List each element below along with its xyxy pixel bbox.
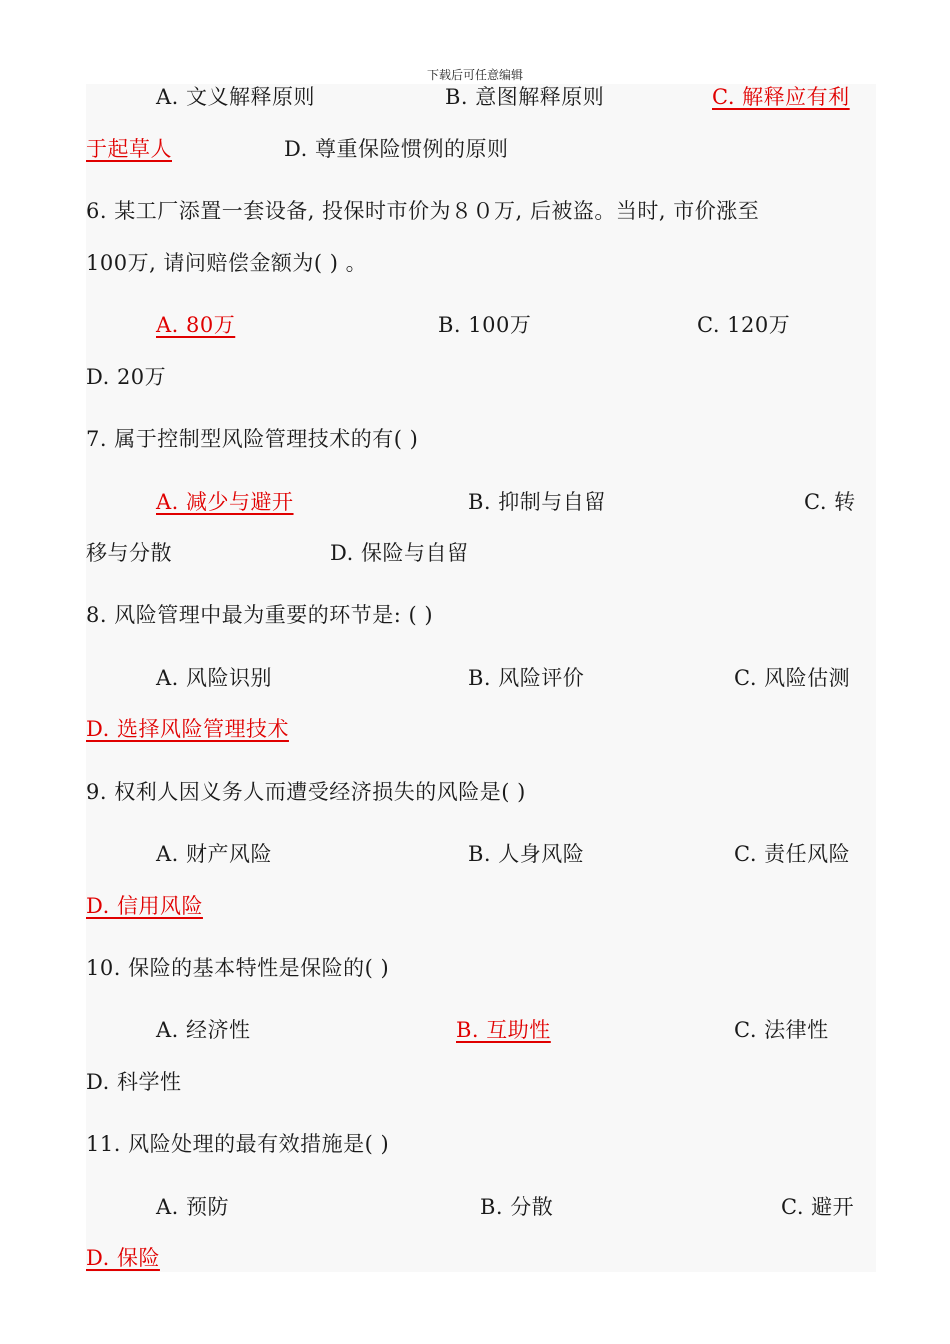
q11-option-d-answer: D. 保险 xyxy=(86,1246,160,1270)
q8-option-a: A. 风险识别 xyxy=(156,666,273,690)
header-note: 下载后可任意编辑 xyxy=(426,68,523,82)
q11-option-b: B. 分散 xyxy=(480,1195,554,1219)
q6-stem: 6. 某工厂添置一套设备, 投保时市价为８０万, 后被盗。当时, 市价涨至 xyxy=(86,199,760,223)
q11-option-a: A. 预防 xyxy=(156,1195,230,1219)
q7-option-a-answer: A. 减少与避开 xyxy=(156,490,294,514)
q9-option-a: A. 财产风险 xyxy=(156,842,273,866)
q5-option-c-answer: C. 解释应有利 xyxy=(712,85,850,109)
q6-option-a-answer: A. 80万 xyxy=(156,313,236,337)
q8-option-c: C. 风险估测 xyxy=(734,666,851,690)
q5-option-b: B. 意图解释原则 xyxy=(445,85,605,109)
q5-option-c-answer-cont: 于起草人 xyxy=(86,137,172,161)
q10-stem: 10. 保险的基本特性是保险的( ) xyxy=(86,956,390,980)
q10-option-c: C. 法律性 xyxy=(734,1018,829,1042)
q6-stem-cont: 100万, 请问赔偿金额为( ) 。 xyxy=(86,251,368,275)
q7-option-b: B. 抑制与自留 xyxy=(468,490,606,514)
q7-stem: 7. 属于控制型风险管理技术的有( ) xyxy=(86,427,419,451)
q9-option-b: B. 人身风险 xyxy=(468,842,585,866)
q5-option-a: A. 文义解释原则 xyxy=(156,85,316,109)
q11-stem: 11. 风险处理的最有效措施是( ) xyxy=(86,1132,390,1156)
q8-option-d-answer: D. 选择风险管理技术 xyxy=(86,717,289,741)
q7-option-c: C. 转 xyxy=(804,490,856,514)
q7-option-c-cont: 移与分散 xyxy=(86,541,172,565)
q6-option-c: C. 120万 xyxy=(697,313,791,337)
q10-option-b-answer: B. 互助性 xyxy=(456,1018,551,1042)
q10-option-d: D. 科学性 xyxy=(86,1070,182,1094)
q9-stem: 9. 权利人因义务人而遭受经济损失的风险是( ) xyxy=(86,780,526,804)
q6-option-b: B. 100万 xyxy=(438,313,532,337)
q8-stem: 8. 风险管理中最为重要的环节是: ( ) xyxy=(86,603,434,627)
q9-option-d-answer: D. 信用风险 xyxy=(86,894,203,918)
q7-option-d: D. 保险与自留 xyxy=(330,541,469,565)
q8-option-b: B. 风险评价 xyxy=(468,666,585,690)
q9-option-c: C. 责任风险 xyxy=(734,842,851,866)
q11-option-c: C. 避开 xyxy=(781,1195,855,1219)
q10-option-a: A. 经济性 xyxy=(156,1018,251,1042)
q6-option-d: D. 20万 xyxy=(86,365,167,389)
q5-option-d: D. 尊重保险惯例的原则 xyxy=(284,137,509,161)
